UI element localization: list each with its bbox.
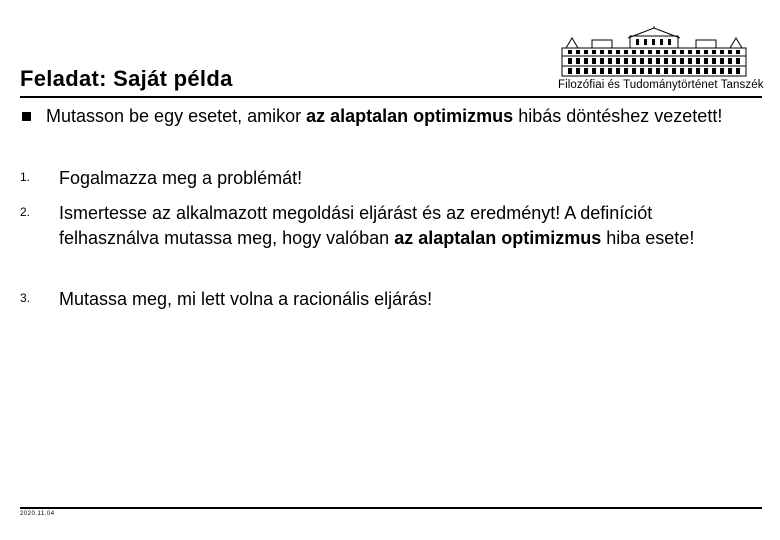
list-number: 1. xyxy=(20,170,31,184)
footer-divider xyxy=(20,507,762,509)
task-bullet-text: Mutasson be egy esetet, amikor az alaptalan optimizmus hibás döntéshez vezetett! xyxy=(46,106,723,126)
slide-title: Feladat: Saját példa xyxy=(20,66,233,91)
list-number: 2. xyxy=(20,205,31,219)
emphasis: az alaptalan optimizmus xyxy=(306,106,514,126)
footer-date: 2020.11.04 xyxy=(20,511,55,517)
list-item-text: Fogalmazza meg a problémát! xyxy=(59,168,303,188)
square-bullet-icon xyxy=(22,112,31,121)
department-name: Filozófiai és Tudománytörténet Tanszék xyxy=(558,79,764,91)
emphasis: az alaptalan optimizmus xyxy=(394,228,602,248)
list-number: 3. xyxy=(20,291,31,305)
title-divider xyxy=(20,96,762,98)
list-item-text: Ismertesse az alkalmazott megoldási eljárást és az eredményt! A definíciót felhasználva mutassa meg, hogy valóban az alaptalan optimizmus hiba esete! xyxy=(59,203,695,248)
university-building-icon xyxy=(558,26,750,78)
list-item-text: Mutassa meg, mi lett volna a racionális eljárás! xyxy=(59,289,433,309)
department-logo xyxy=(558,26,764,98)
